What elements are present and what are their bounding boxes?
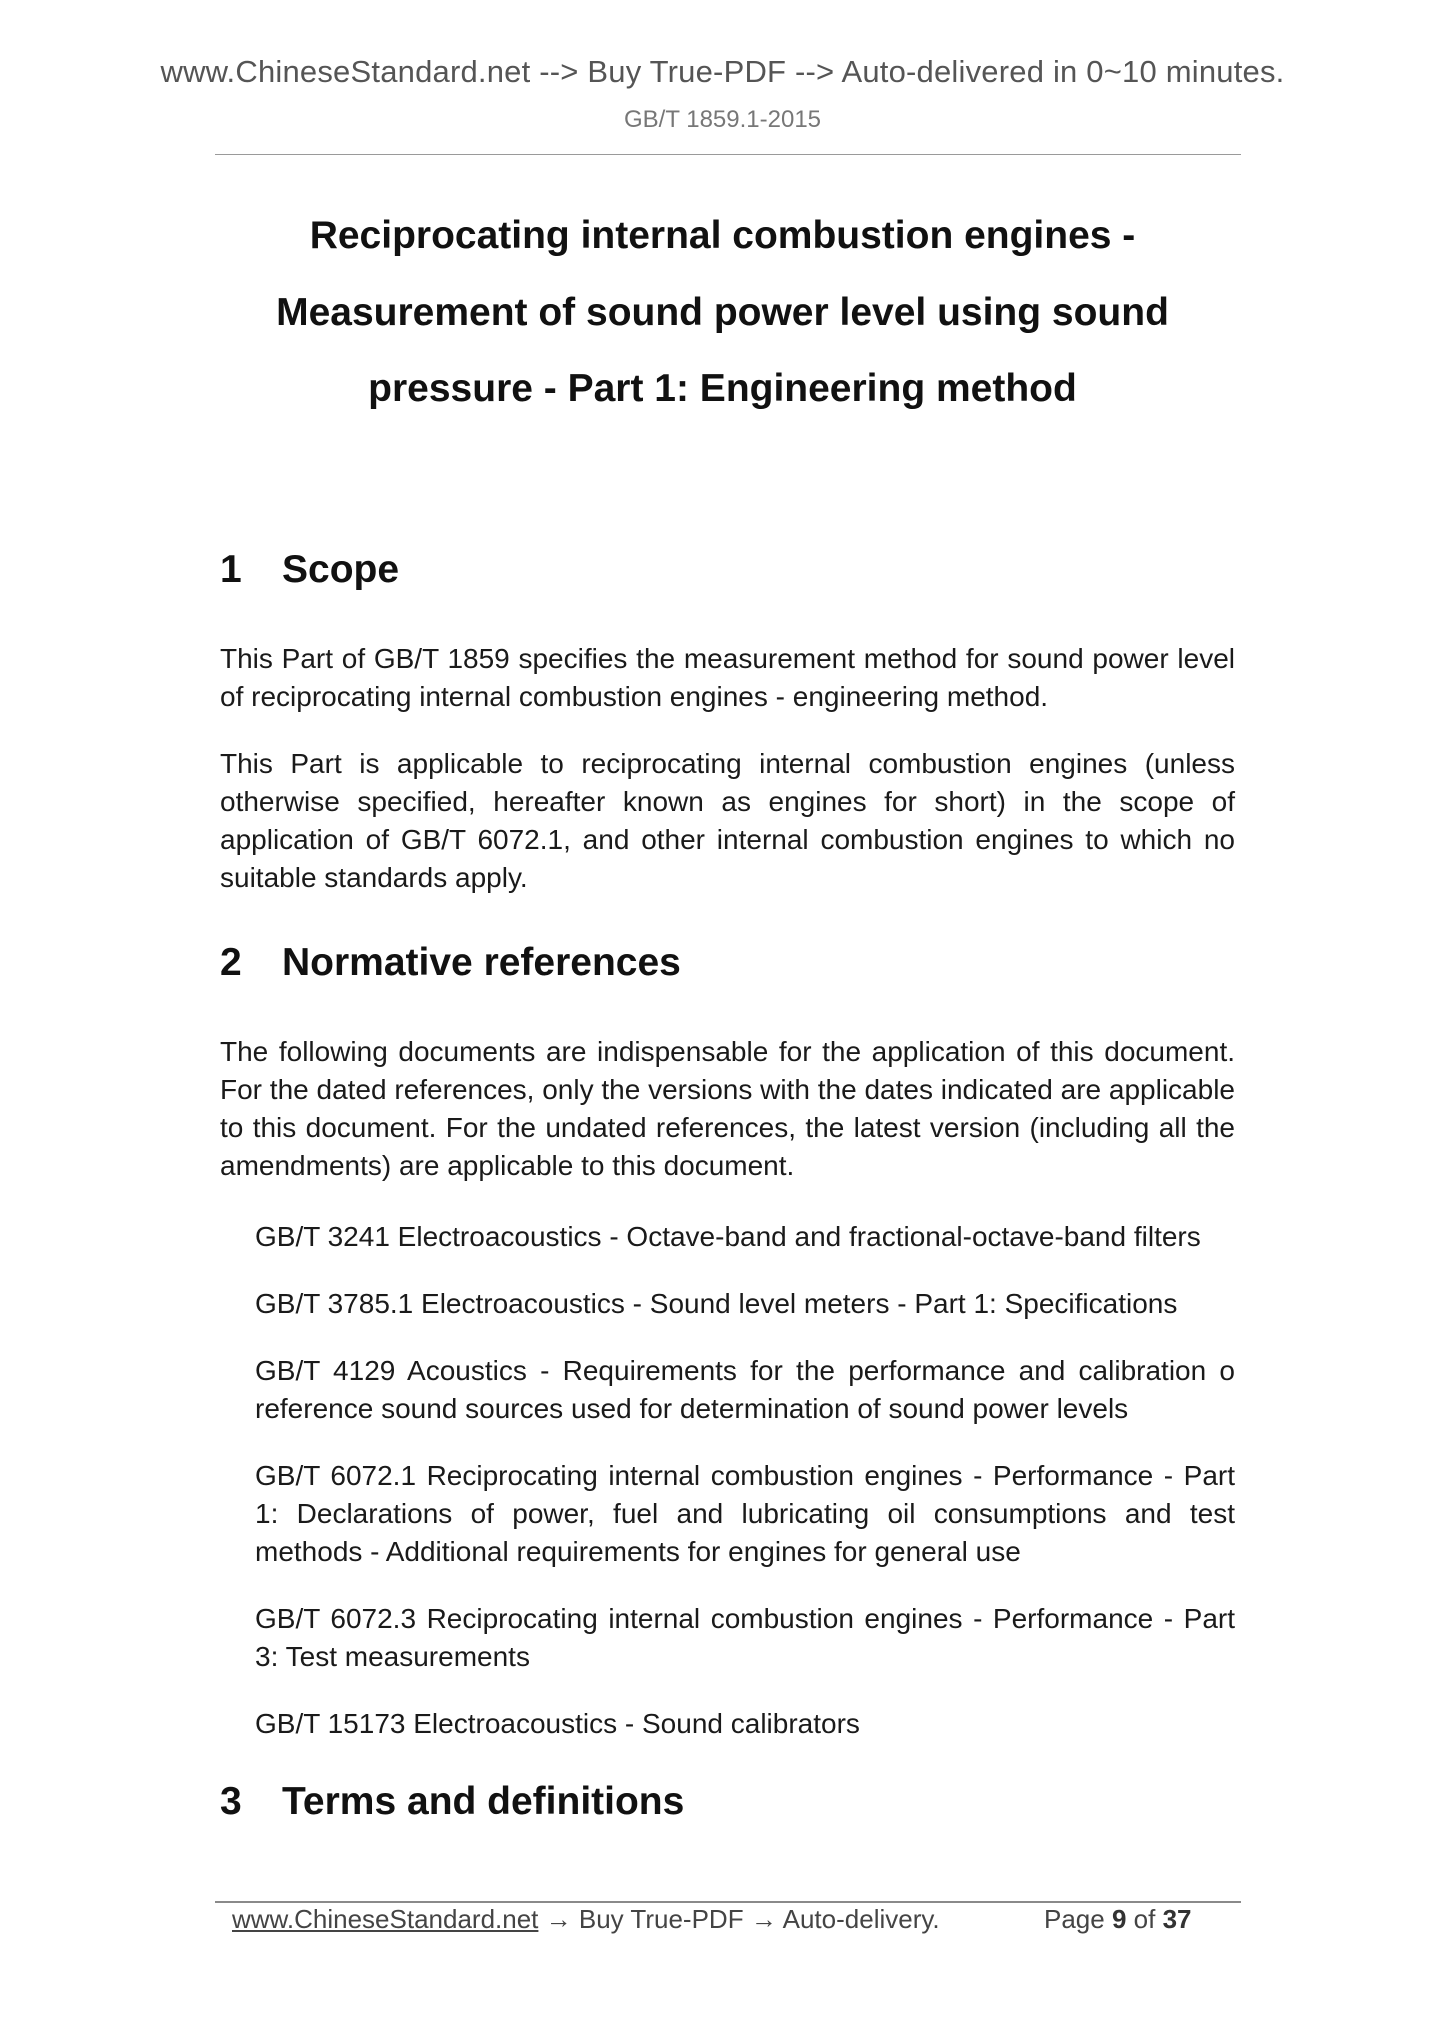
title-line-2: Measurement of sound power level using sound bbox=[276, 291, 1169, 334]
section-heading-terms-and-definitions bbox=[220, 1780, 684, 1824]
reference-item: GB/T 4129 Acoustics - Requirements for the performance and calibration o reference sound sources used for determination of sound power levels bbox=[255, 1355, 1235, 1424]
header-divider bbox=[215, 154, 1241, 155]
section-title: Scope bbox=[282, 548, 400, 591]
section-heading-scope bbox=[220, 548, 399, 592]
section-heading-normative-references bbox=[220, 941, 681, 985]
section-number: 2 bbox=[220, 941, 242, 984]
page-number: 9 bbox=[1111, 1904, 1127, 1934]
footer-buy-text: Buy True-PDF bbox=[578, 1904, 744, 1934]
reference-item: GB/T 15173 Electroacoustics - Sound calibrators bbox=[255, 1708, 860, 1739]
title-line-1: Reciprocating internal combustion engines - bbox=[309, 214, 1136, 257]
page-of-label: of bbox=[1133, 1904, 1156, 1934]
footer-site-link[interactable]: www.ChineseStandard.net bbox=[232, 1904, 539, 1934]
page-indicator bbox=[1044, 1904, 1192, 1935]
reference-item: GB/T 6072.3 Reciprocating internal combustion engines - Performance - Part 3: Test measurements bbox=[255, 1603, 1235, 1672]
scope-paragraph-2: This Part is applicable to reciprocating internal combustion engines (unless otherwise specified, hereafter known as engines for short) in the scope of application of GB/T 6072.1, and other internal combustion engines to which no suitable standards apply. bbox=[220, 748, 1235, 893]
footer-links bbox=[232, 1904, 940, 1935]
standard-code: GB/T 1859.1-2015 bbox=[623, 106, 822, 133]
scope-paragraph-1: This Part of GB/T 1859 specifies the measurement method for sound power level of reciprocating internal combustion engines - engineering method. bbox=[220, 643, 1235, 712]
total-pages: 37 bbox=[1162, 1904, 1192, 1934]
section-title: Terms and definitions bbox=[282, 1780, 685, 1823]
page-label: Page bbox=[1044, 1904, 1105, 1934]
footer-divider bbox=[215, 1901, 1241, 1903]
reference-item: GB/T 3241 Electroacoustics - Octave-band and fractional-octave-band filters bbox=[255, 1221, 1201, 1252]
header-banner: www.ChineseStandard.net --> Buy True-PDF --> Auto-delivered in 0~10 minutes. bbox=[160, 54, 1285, 89]
title-line-3: pressure - Part 1: Engineering method bbox=[368, 367, 1077, 410]
arrow-right-icon: → bbox=[545, 1904, 572, 1934]
section-number: 1 bbox=[220, 548, 242, 591]
reference-item: GB/T 6072.1 Reciprocating internal combustion engines - Performance - Part 1: Declarations of power, fuel and lubricating oil consumptions and test methods - Additional requirements for engines for general use bbox=[255, 1460, 1235, 1567]
footer-delivery-text: Auto-delivery. bbox=[782, 1904, 940, 1934]
reference-item: GB/T 3785.1 Electroacoustics - Sound level meters - Part 1: Specifications bbox=[255, 1288, 1178, 1319]
section-number: 3 bbox=[220, 1780, 242, 1823]
normative-intro-paragraph: The following documents are indispensable for the application of this document. For the dated references, only the versions with the dates indicated are applicable to this document. For the undated references, the latest version (including all the amendments) are applicable to this document. bbox=[220, 1036, 1235, 1181]
section-title: Normative references bbox=[282, 941, 681, 984]
arrow-right-icon: → bbox=[750, 1904, 777, 1934]
